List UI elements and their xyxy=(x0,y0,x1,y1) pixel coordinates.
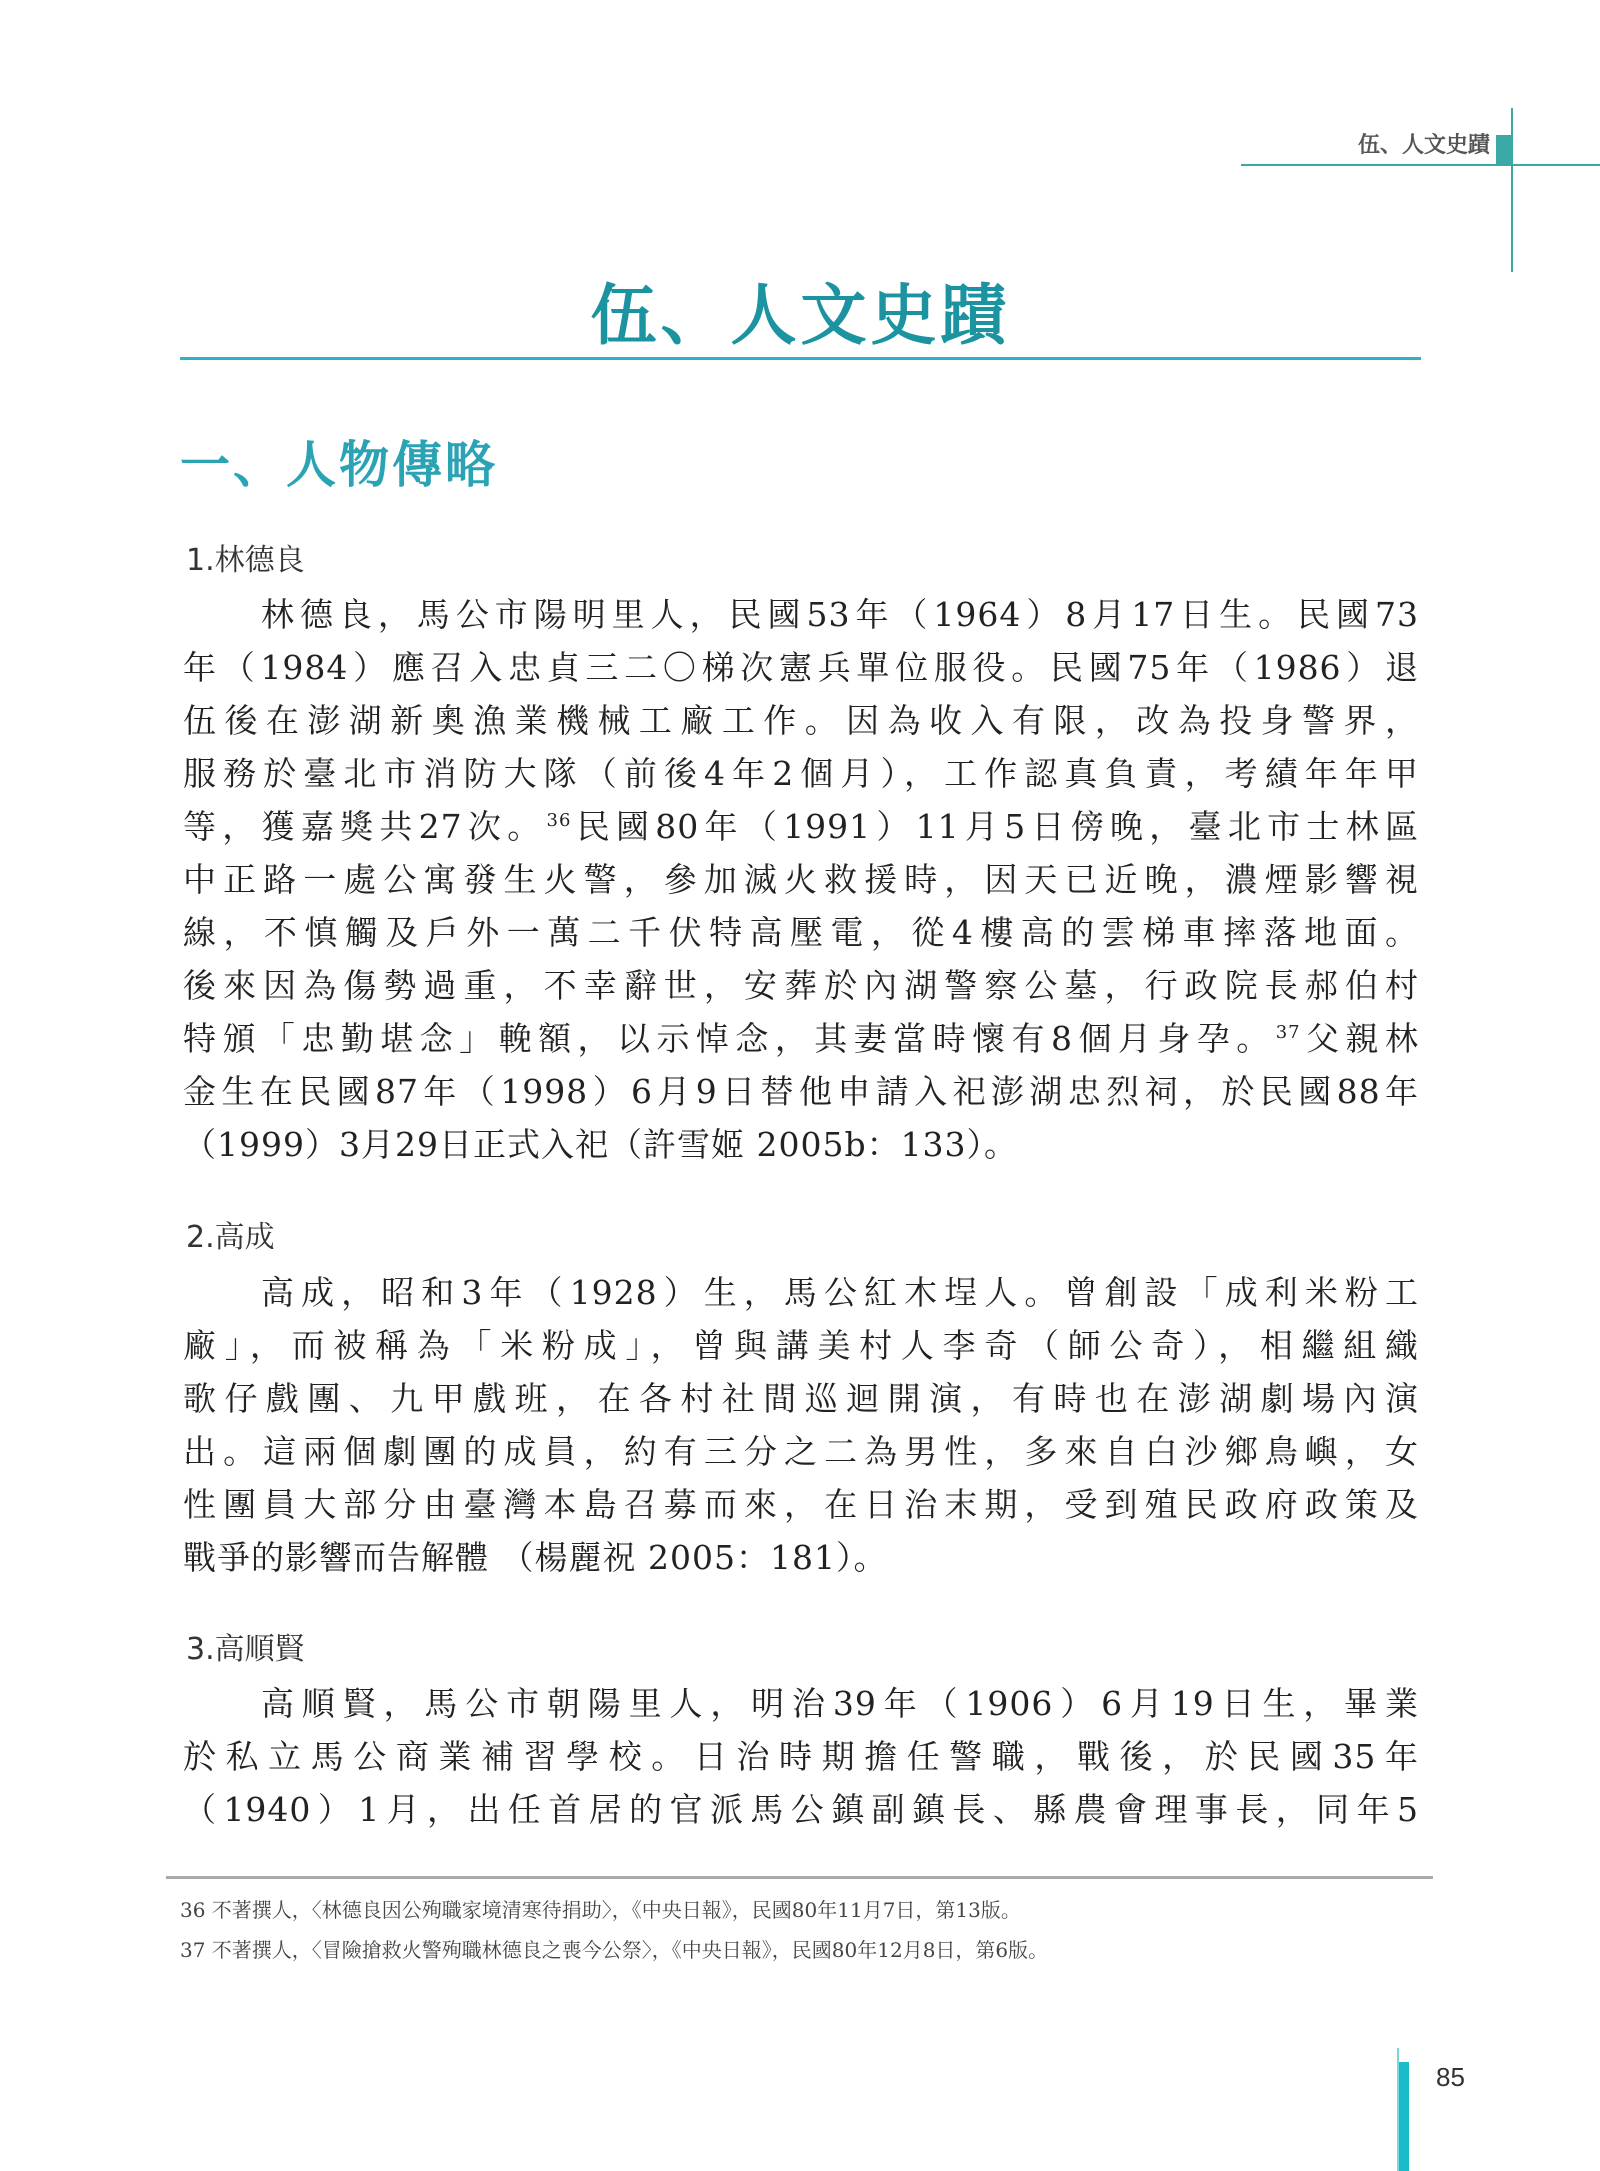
text-line: 高成，昭和3年（1928）生，馬公紅木埕人。曾創設「成利米粉工 xyxy=(261,1273,1419,1312)
footnote-ref[interactable]: 37 xyxy=(1275,1022,1301,1043)
page-marker-bar xyxy=(1399,2062,1409,2171)
footnote-ref[interactable]: 36 xyxy=(546,810,572,831)
text-segment: 等，獲嘉獎共27次。 xyxy=(183,807,547,846)
text-line: 線，不慎觸及戶外一萬二千伏特高壓電，從4樓高的雲梯車摔落地面。 xyxy=(183,913,1419,952)
text-segment: 父親林 xyxy=(1300,1019,1420,1058)
text-segment: 民國80年（1991）11月5日傍晚，臺北市士林區 xyxy=(571,807,1419,846)
text-line: 中正路一處公寓發生火警，參加滅火救援時，因天已近晚，濃煙影響視 xyxy=(183,860,1419,899)
running-header: 伍、人文史蹟 xyxy=(1357,132,1490,158)
text-line: 性團員大部分由臺灣本島召募而來，在日治末期，受到殖民政府政策及 xyxy=(183,1485,1419,1524)
text-segment: 特頒「忠勤堪念」輓額，以示悼念，其妻當時懷有8個月身孕。 xyxy=(183,1019,1276,1058)
text-line: 廠」，而被稱為「米粉成」，曾與講美村人李奇（師公奇），相繼組織 xyxy=(183,1326,1419,1365)
text-line: 後來因為傷勢過重，不幸辭世，安葬於內湖警察公墓，行政院長郝伯村 xyxy=(183,966,1419,1005)
entry-heading: 3.高順賢 xyxy=(186,1632,305,1667)
text-line xyxy=(183,800,1419,853)
text-line xyxy=(183,1012,1419,1065)
text-line: 戰爭的影響而告解體 （楊麗祝 2005：181）。 xyxy=(183,1538,888,1577)
footnote-divider xyxy=(166,1876,1433,1879)
text-line: 歌仔戲團、九甲戲班，在各村社間巡迴開演，有時也在澎湖劇場內演 xyxy=(183,1379,1419,1418)
entry-heading: 2.高成 xyxy=(186,1220,275,1255)
text-line: （1999）3月29日正式入祀（許雪姬 2005b：133）。 xyxy=(183,1125,1019,1164)
entry-paragraph xyxy=(183,1677,1419,1836)
section-title: 一、人物傳略 xyxy=(180,435,498,494)
footnote: 36 不著撰人，〈林德良因公殉職家境清寒待捐助〉，《中央日報》，民國80年11月7日，第13版。 xyxy=(180,1898,1021,1922)
page-number: 85 xyxy=(1436,2062,1465,2092)
header-rule xyxy=(1241,164,1600,166)
entry-paragraph xyxy=(183,588,1419,1171)
title-divider xyxy=(180,357,1421,360)
text-line: 服務於臺北市消防大隊（前後4年2個月），工作認真負責，考績年年甲 xyxy=(183,754,1419,793)
entry-paragraph xyxy=(183,1266,1419,1584)
header-vertical-rule xyxy=(1511,108,1513,272)
entry-heading: 1.林德良 xyxy=(186,543,305,578)
text-line: （1940）1月，出任首居的官派馬公鎮副鎮長、縣農會理事長，同年5 xyxy=(183,1790,1419,1829)
header-marker xyxy=(1496,135,1512,165)
text-line: 伍後在澎湖新奧漁業機械工廠工作。因為收入有限，改為投身警界， xyxy=(183,701,1419,740)
text-line: 金生在民國87年（1998）6月9日替他申請入祀澎湖忠烈祠，於民國88年 xyxy=(183,1072,1419,1111)
text-line: 林德良，馬公市陽明里人，民國53年（1964）8月17日生。民國73 xyxy=(261,595,1419,634)
footnote: 37 不著撰人，〈冒險搶救火警殉職林德良之喪今公祭〉，《中央日報》，民國80年12月8日，第6版。 xyxy=(180,1938,1049,1962)
text-line: 年（1984）應召入忠貞三二〇梯次憲兵單位服役。民國75年（1986）退 xyxy=(183,648,1419,687)
text-line: 於私立馬公商業補習學校。日治時期擔任警職，戰後，於民國35年 xyxy=(183,1737,1419,1776)
text-line: 出。這兩個劇團的成員，約有三分之二為男性，多來自白沙鄉鳥嶼，女 xyxy=(183,1432,1419,1471)
text-line: 高順賢，馬公市朝陽里人，明治39年（1906）6月19日生，畢業 xyxy=(261,1684,1419,1723)
chapter-title: 伍、人文史蹟 xyxy=(590,276,1011,354)
